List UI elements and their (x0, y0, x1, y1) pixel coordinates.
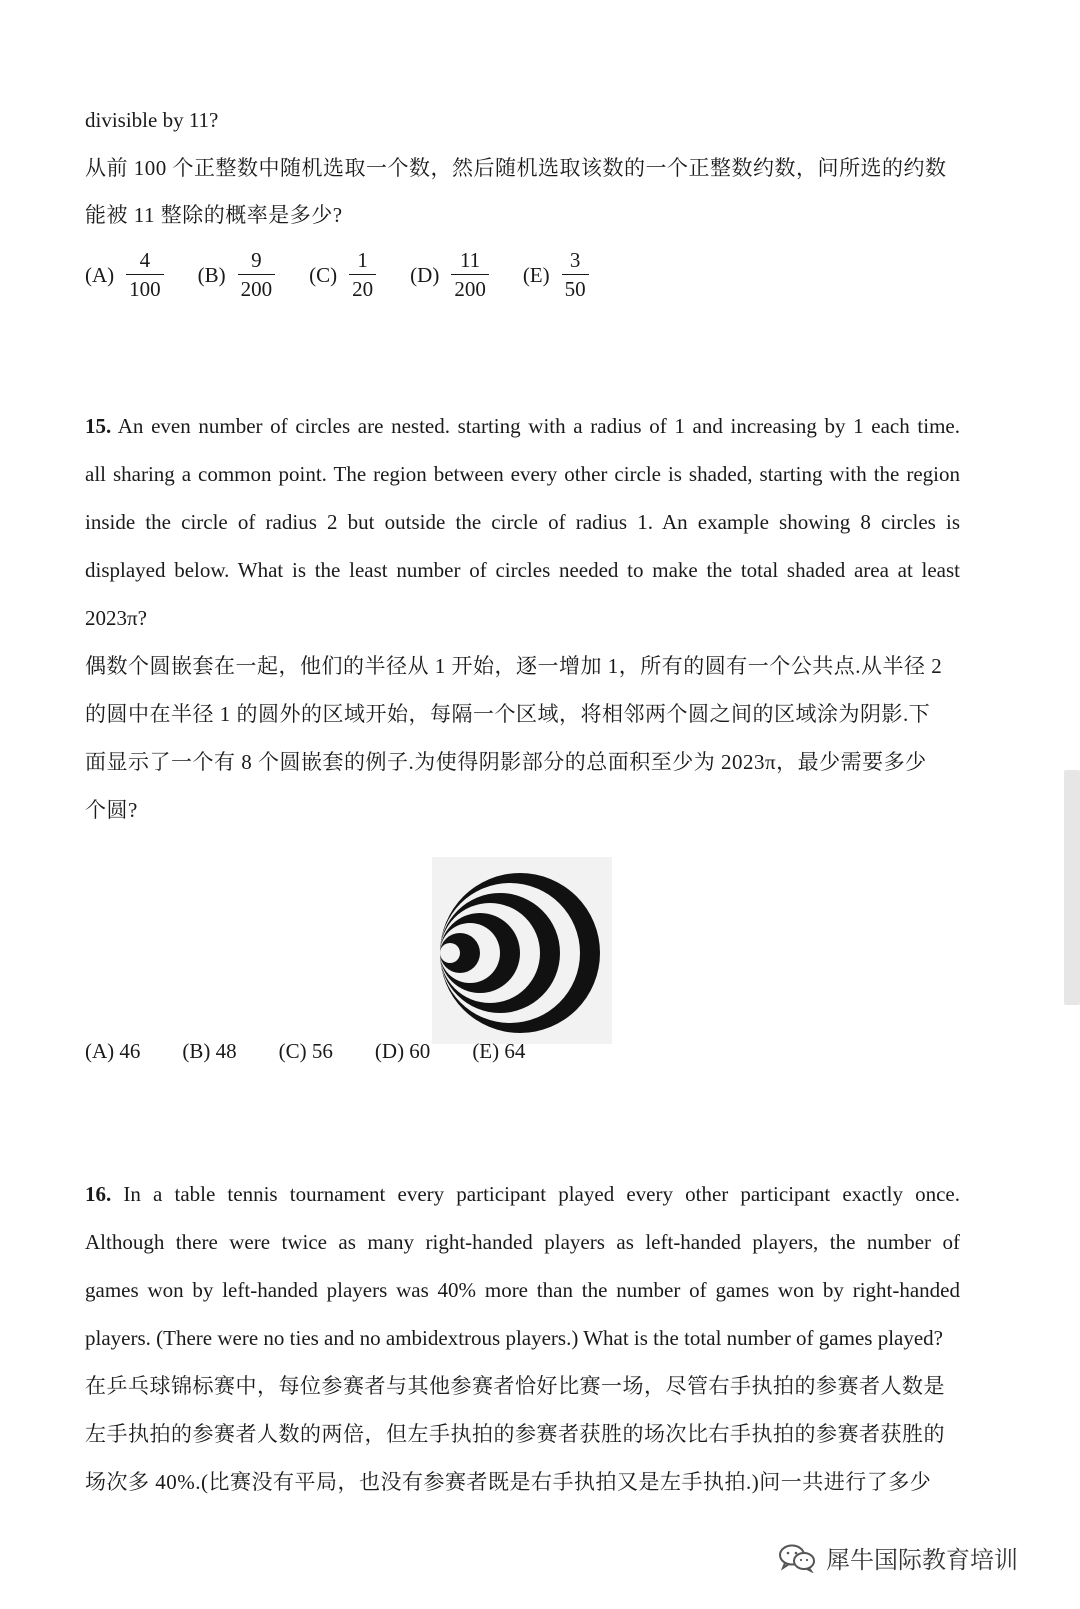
fraction (238, 250, 276, 300)
nested-circles-figure (432, 857, 612, 1044)
q14-choice-a (85, 250, 164, 300)
q15-choice-b: (B) 48 (182, 1039, 237, 1063)
q15-english-line-5: 2023π? (85, 606, 147, 630)
q15-choice-c: (C) 56 (278, 1039, 333, 1063)
q16-chinese-line-1: 在乒乓球锦标赛中，每位参赛者与其他参赛者恰好比赛一场，尽管右手执拍的参赛者人数是 (85, 1374, 945, 1398)
question-number: 16. (85, 1182, 112, 1206)
fraction (451, 250, 489, 300)
circle-r1 (440, 943, 460, 963)
numerator: 3 (569, 248, 581, 272)
nested-circles-svg (432, 857, 612, 1044)
numerator: 1 (357, 248, 368, 272)
numerator: 11 (459, 248, 481, 272)
scrollbar[interactable] (1064, 770, 1080, 1005)
q14-choice-d (410, 250, 489, 300)
choice-label: (E) (522, 262, 550, 287)
q15-chinese-line-1: 偶数个圆嵌套在一起，他们的半径从 1 开始，逐一增加 1，所有的圆有一个公共点.从半径 2 (85, 654, 943, 678)
q16-chinese-line-3: 场次多 40%.(比赛没有平局，也没有参赛者既是右手执拍又是左手执拍.)问一共进行了多少 (85, 1470, 932, 1494)
fraction (126, 250, 164, 300)
q16-line-1-text: In a table tennis tournament every participant played every other participant exactly once. (123, 1182, 960, 1206)
watermark-text: 犀牛国际教育培训 (826, 1546, 1018, 1574)
denominator: 200 (238, 274, 276, 300)
q14-choice-e (523, 250, 589, 300)
q16-english-line-1 (85, 1184, 960, 1205)
denominator: 50 (562, 274, 589, 300)
q15-choice-e: (E) 64 (472, 1039, 526, 1063)
numerator: 9 (251, 248, 262, 272)
q14-english-tail: divisible by 11? (85, 108, 219, 132)
q16-english-line-2: Although there were twice as many right-handed players as left-handed players, the number of (85, 1230, 960, 1254)
denominator: 100 (126, 274, 164, 300)
question-number: 15. (85, 414, 112, 438)
q14-choice-b (198, 250, 276, 300)
q15-english-line-4: displayed below. What is the least number of circles needed to make the total shaded area at least (85, 558, 960, 582)
fraction (562, 250, 589, 300)
q15-choice-d: (D) 60 (374, 1039, 431, 1063)
q15-line-1-text: An even number of circles are nested. starting with a radius of 1 and increasing by 1 each time. (117, 414, 960, 438)
q15-english-line-2: all sharing a common point. The region between every other circle is shaded, starting with the region (85, 462, 960, 486)
choice-label: (A) (85, 262, 115, 287)
q16-chinese-line-2: 左手执拍的参赛者人数的两倍，但左手执拍的参赛者获胜的场次比右手执拍的参赛者获胜的 (85, 1422, 945, 1446)
q15-chinese-line-3: 面显示了一个有 8 个圆嵌套的例子.为使得阴影部分的总面积至少为 2023π，最少需要多少 (85, 750, 927, 774)
fraction (349, 250, 376, 300)
q15-choice-a: (A) 46 (85, 1039, 141, 1063)
wechat-icon (778, 1543, 816, 1573)
q15-chinese-line-2: 的圆中在半径 1 的圆外的区域开始，每隔一个区域，将相邻两个圆之间的区域涂为阴影.下 (85, 702, 931, 726)
q15-chinese-line-4: 个圆? (85, 798, 138, 822)
choice-label: (C) (309, 262, 338, 287)
watermark (778, 1540, 1018, 1575)
choice-label: (B) (197, 262, 226, 287)
q16-english-line-3: games won by left-handed players was 40% more than the number of games won by right-handed (85, 1278, 960, 1302)
denominator: 200 (451, 274, 489, 300)
q14-chinese-line-2: 能被 11 整除的概率是多少? (85, 203, 343, 227)
q15-english-line-3: inside the circle of radius 2 but outside the circle of radius 1. An example showing 8 circles is (85, 510, 960, 534)
denominator: 20 (349, 274, 376, 300)
choice-label: (D) (410, 262, 440, 287)
q15-choices (85, 1039, 567, 1064)
q14-choices (85, 250, 623, 300)
q14-choice-c (309, 250, 376, 300)
q15-english-line-1 (85, 416, 960, 437)
q16-english-line-4: players. (There were no ties and no ambidextrous players.) What is the total number of games played? (85, 1326, 943, 1350)
numerator: 4 (139, 248, 151, 272)
q14-chinese-line-1: 从前 100 个正整数中随机选取一个数，然后随机选取该数的一个正整数约数，问所选的约数 (85, 156, 947, 180)
